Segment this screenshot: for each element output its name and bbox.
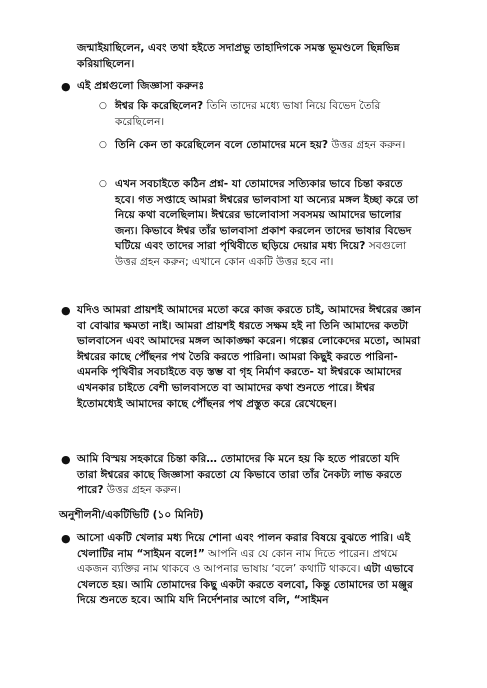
circle-bullet-icon: ○	[99, 140, 107, 150]
bullet-i-wonder: আমি বিস্ময় সহকারে চিন্তা করি… তোমাদের কি মনে হয় কি হতে পারতো যদি তারা ঈশ্বরের কাছে জিজ্ঞাসা করতো যে কিভাবে তারা তাঁর নৈকট্য লাভ করতে পারে? উত্তর গ্রহন করুন।	[77, 453, 402, 497]
bullet-ask-questions: এই প্রশ্নগুলো জিজ্ঞাসা করুনঃ	[77, 80, 205, 92]
bullet-icon: ●	[61, 532, 71, 545]
bullet-icon: ●	[61, 453, 71, 466]
bullet-icon: ●	[61, 304, 71, 317]
subbullet-what-did-god-do: ঈশ্বর কি করেছিলেন? তিনি তাদের মধ্যে ভাষা নিয়ে বিভেদ তৈরি করেছিলেন।	[115, 100, 381, 128]
circle-bullet-icon: ○	[99, 101, 107, 111]
subbullet-why-did-he-do-it: তিনি কেন তা করেছিলেন বলে তোমাদের মনে হয়? উত্তর গ্রহন করুন।	[115, 139, 406, 151]
subbullet-hardest-question: এখন সবচাইতে কঠিন প্রশ্ন- যা তোমাদের সত্যিকার ভাবে চিন্তা করতে হবে। গত সপ্তাহে আমরা ঈশ্বরের ভালবাসা যা অন্যের মঙ্গল ইচ্ছা করে তা নিয়ে কথা বলেছিলাম। ঈশ্বরের ভালোবাসা সবসময় আমাদের ভালোর জন্য। কিভাবে ঈশ্বর তাঁর ভালবাসা প্রকাশ করলেন তাদের ভাষার বিভেদ ঘটিয়ে এবং তাদের সারা পৃথিবীতে ছড়িয়ে দেয়ার মধ্য দিয়ে? সবগুলো উত্তর গ্রহন করুন; এখানে কোন একটি উত্তর হবে না।	[115, 178, 419, 268]
section-heading-activity: অনুশীলনী/একটিভিটি (১০ মিনিট)	[59, 509, 204, 521]
circle-bullet-icon: ○	[99, 179, 107, 189]
paragraph-continuation: জন্মাইয়াছিলেন, এবং তথা হইতে সদাপ্রভু তাহাদিগকে সমস্ত ভূমণ্ডলে ছিন্নভিন্ন করিয়াছিলেন।	[77, 42, 400, 70]
bullet-simon-says-game: আসো একটি খেলার মধ্য দিয়ে শোনা এবং পালন করার বিষয়ে বুঝতে পারি। এই খেলাটির নাম “সাইমন বলে!” আপনি এর যে কোন নাম দিতে পারেন। প্রথমে একজন ব্যক্তির নাম থাকবে ও আপনার ভাষায় ‘বলে’ কথাটি থাকবে। এটা এভাবে খেলতে হয়। আমি তোমাদের কিছু একটা করতে বলবো, কিন্তু তোমাদের তা মঞ্জুর দিয়ে শুনতে হবে। আমি যদি নির্দেশনার আগে বলি, “সাইমন	[77, 532, 414, 607]
bullet-icon: ●	[61, 80, 71, 93]
bullet-gods-knowledge: যদিও আমরা প্রায়শই আমাদের মতো করে কাজ করতে চাই, আমাদের ঈশ্বরের জ্ঞান বা বোঝার ক্ষমতা নাই। আমরা প্রায়শই ধরতে সক্ষম হই না তিনি আমাদের কতটা ভালবাসেন এবং আমাদের মঙ্গল আকাঙ্ক্ষা করেন। গল্পের লোকেদের মতো, আমরা ঈশ্বরের কাছে পৌঁছনর পথ তৈরি করতে পারিনা। আমরা কিছুই করতে পারিনা- এমনকি পৃথিবীর সবচাইতে বড় স্তম্ভ বা গৃহ নির্মাণ করতে- যা ঈশ্বরকে আমাদের এখনকার চাইতে বেশী ভালবাসতে বা আমাদের কথা শুনতে পারে। ঈশ্বর ইতোমধ্যেই আমাদের কাছে পৌঁছনর পথ প্রস্তুত করে রেখেছেন।	[77, 304, 421, 410]
